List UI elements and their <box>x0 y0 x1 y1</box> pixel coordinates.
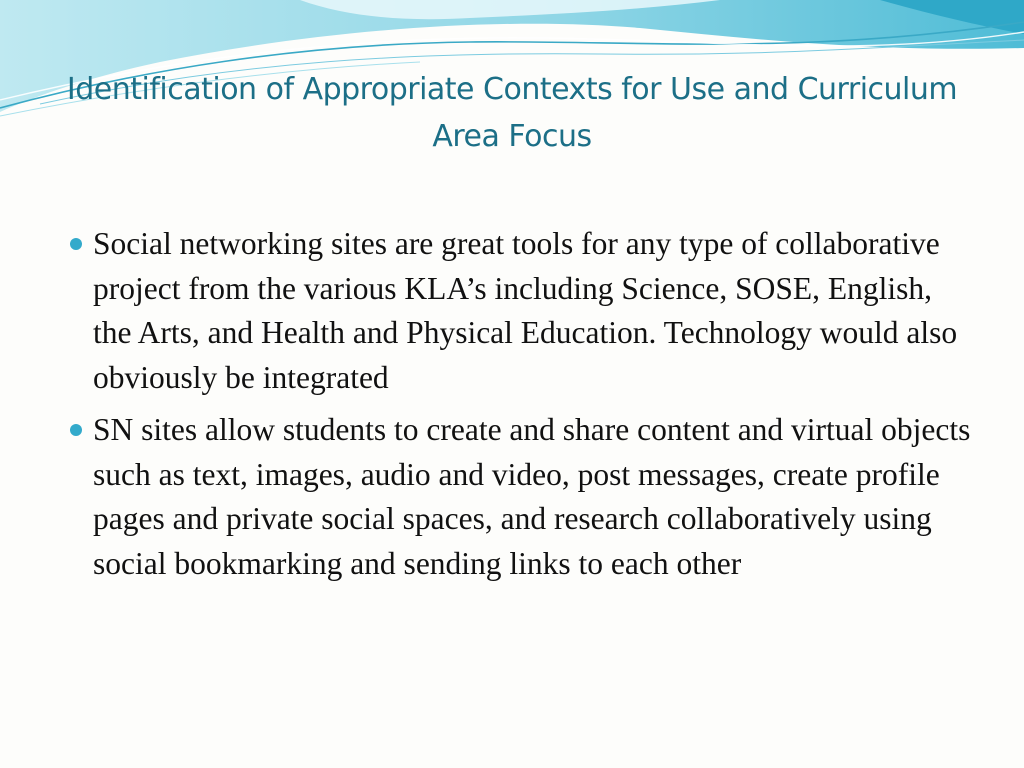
bullet-dot-icon <box>70 424 82 436</box>
bullet-dot-icon <box>70 238 82 250</box>
bullet-list <box>63 222 973 594</box>
bullet-text: SN sites allow students to create and share content and virtual objects such as text, images, audio and video, post messages, create profile pages and private social spaces, and research collaboratively using social bookmarking and sending links to each other <box>93 412 971 581</box>
slide-title: Identification of Appropriate Contexts for Use and Curriculum Area Focus <box>66 72 958 154</box>
bullet-item <box>63 222 973 400</box>
bullet-text: Social networking sites are great tools for any type of collaborative project from the various KLA’s including Science, SOSE, English, the Arts, and Health and Physical Education. Technology would also obviously be integrated <box>93 226 958 395</box>
bullet-item <box>63 408 973 586</box>
